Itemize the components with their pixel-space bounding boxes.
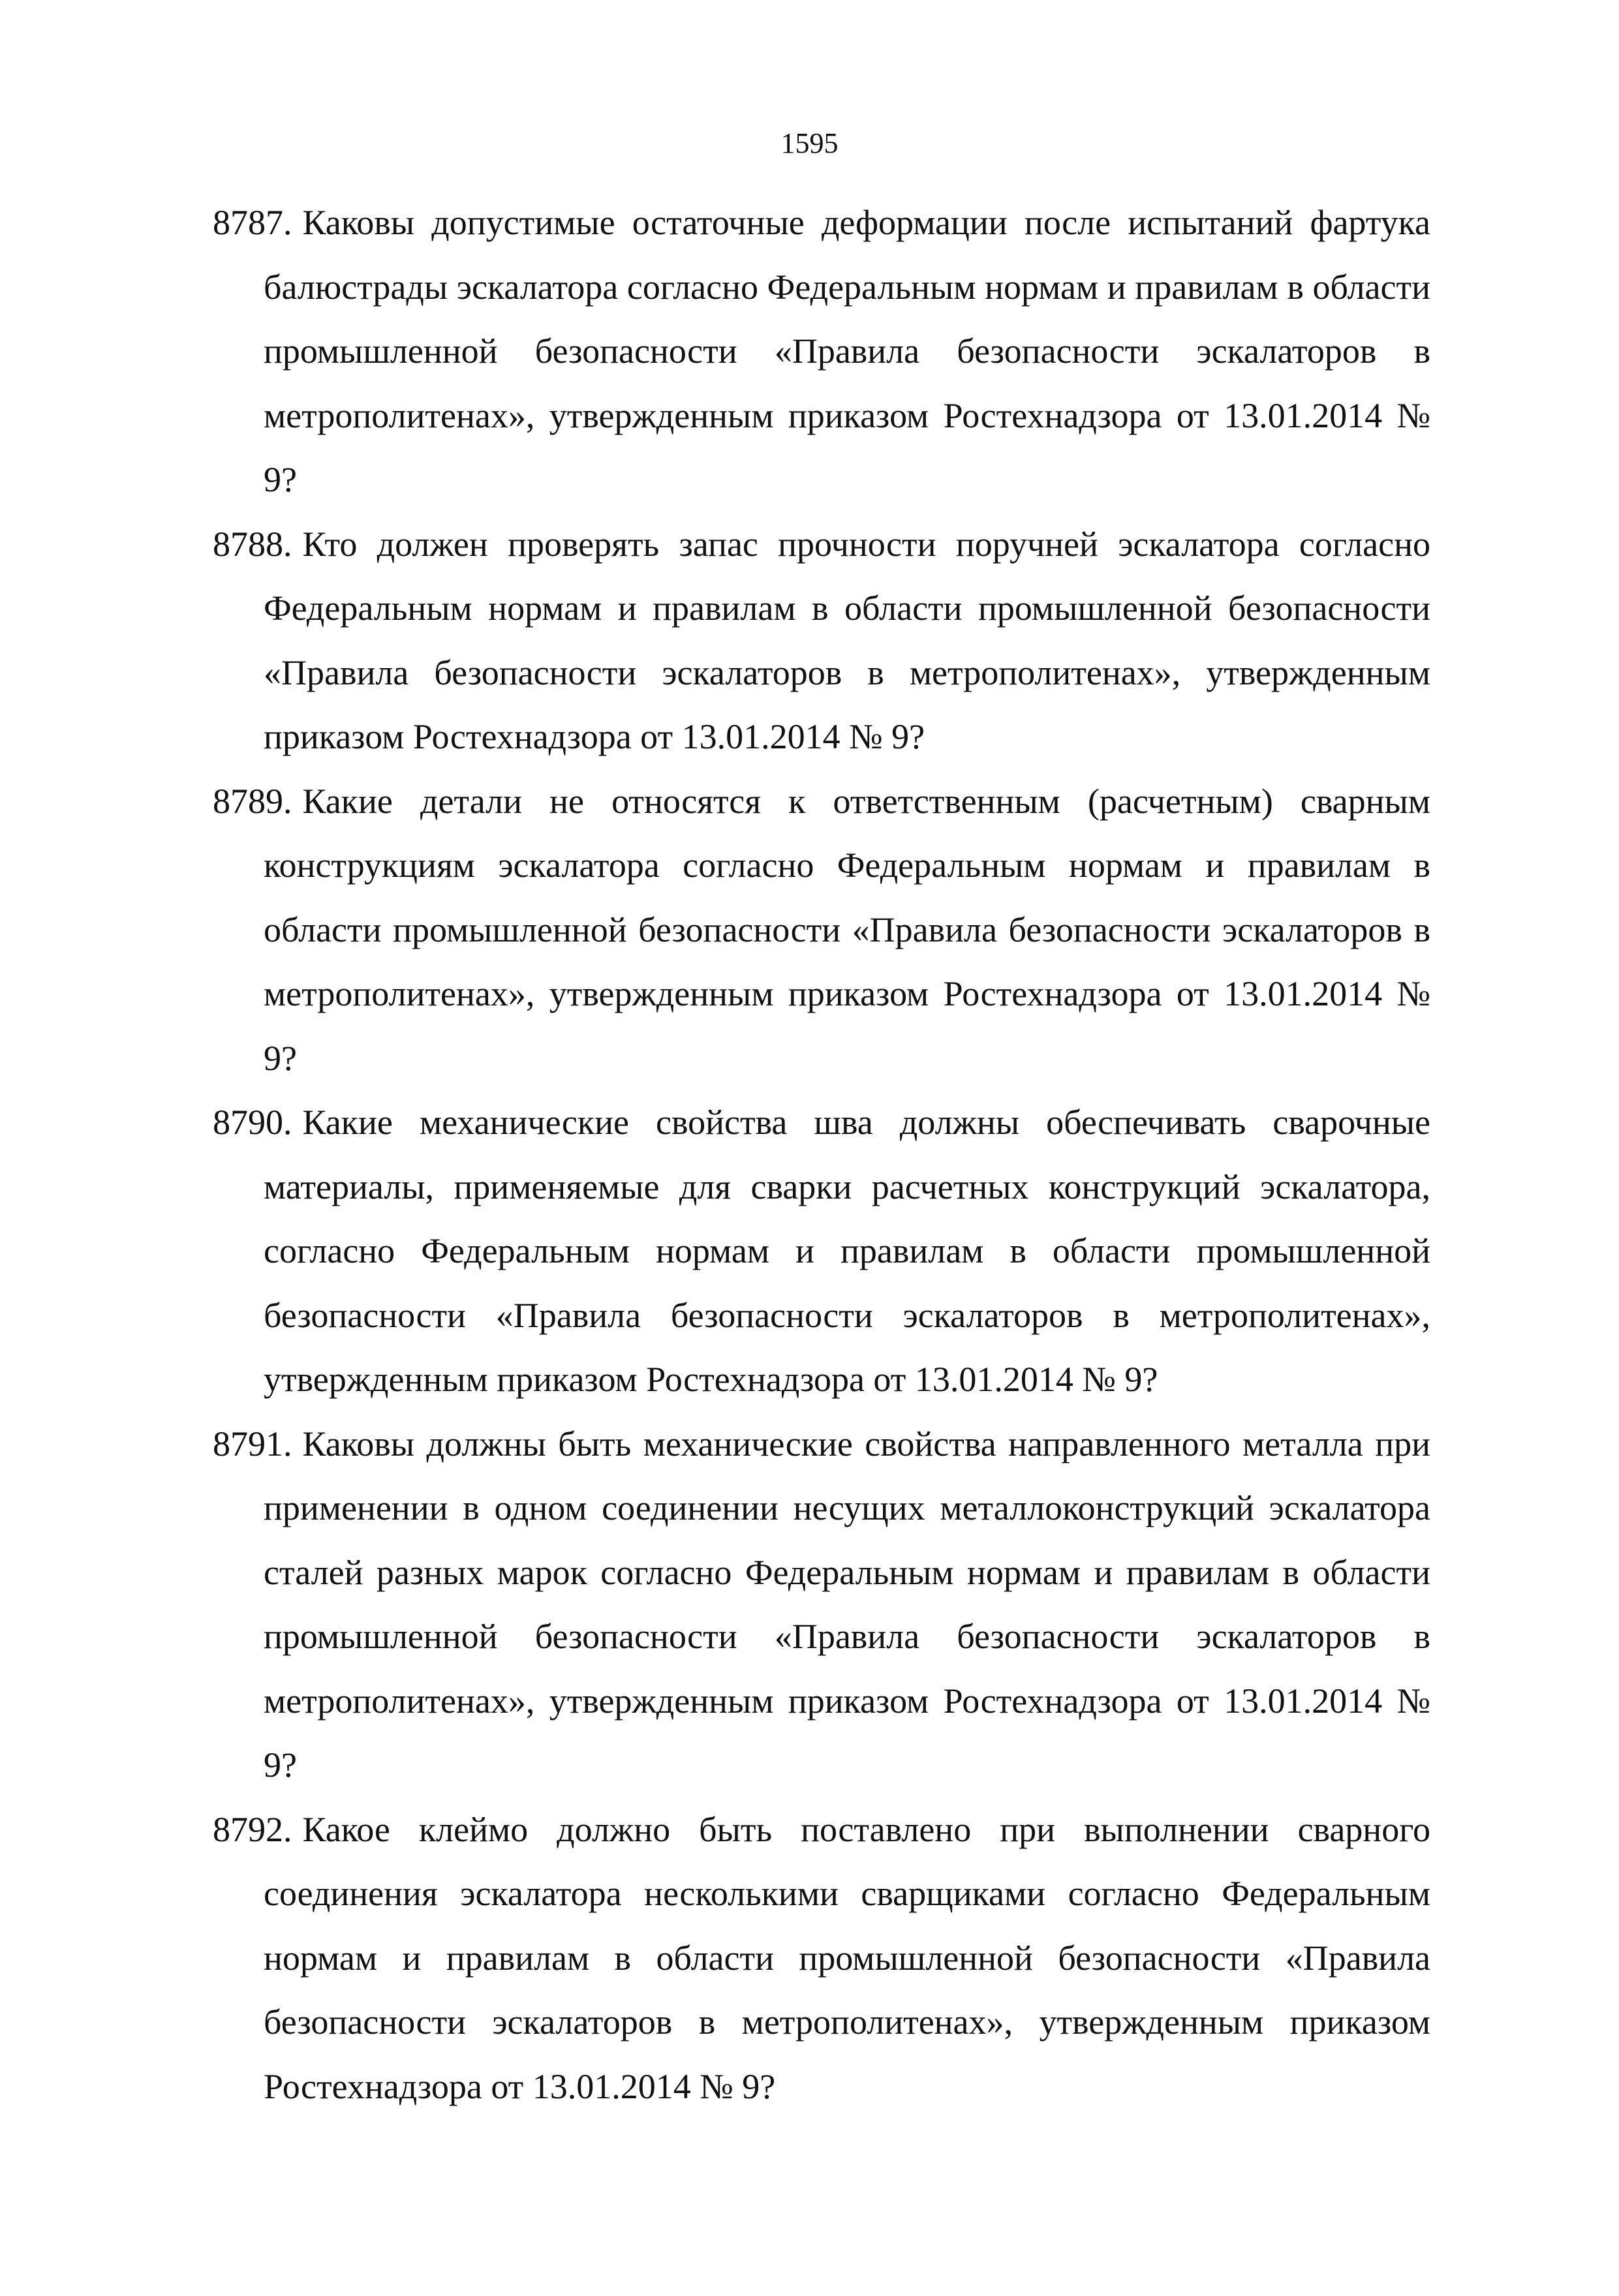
question-text: Кто должен проверять запас прочности поручней эскалатора согласно Федеральным нормам и правилам в области промышленной безопасности «Правила безопасности эскалаторов в метрополитенах», утвержденным приказом Ростехнадзора от 13.01.2014 № 9? [264,524,1430,756]
question-list [213,191,1430,2119]
question-number: 8788. [213,524,292,564]
question-item [213,191,1430,512]
question-text: Каковы должны быть механические свойства направленного металла при применении в одном соединении несущих металлоконструкций эскалатора сталей разных марок согласно Федеральным нормам и правилам в области промышленной безопасности «Правила безопасности эскалаторов в метрополитенах», утвержденным приказом Ростехнадзора от 13.01.2014 № 9? [264,1424,1430,1784]
question-number: 8787. [213,203,292,242]
question-number: 8789. [213,781,292,821]
question-text: Какое клеймо должно быть поставлено при выполнении сварного соединения эскалатора несколькими сварщиками согласно Федеральным нормам и правилам в области промышленной безопасности «Правила безопасности эскалаторов в метрополитенах», утвержденным приказом Ростехнадзора от 13.01.2014 № 9? [264,1809,1430,2106]
question-item [213,512,1430,769]
question-item [213,1798,1430,2119]
question-number: 8792. [213,1809,292,1849]
question-item [213,1412,1430,1798]
question-text: Какие детали не относятся к ответственным (расчетным) сварным конструкциям эскалатора согласно Федеральным нормам и правилам в области промышленной безопасности «Правила безопасности эскалаторов в метрополитенах», утвержденным приказом Ростехнадзора от 13.01.2014 № 9? [264,781,1430,1078]
question-item [213,1090,1430,1412]
page-number: 1595 [780,127,839,159]
question-number: 8791. [213,1424,292,1463]
question-text: Какие механические свойства шва должны обеспечивать сварочные материалы, применяемые для сварки расчетных конструкций эскалатора, согласно Федеральным нормам и правилам в области промышленной безопасности «Правила безопасности эскалаторов в метрополитенах», утвержденным приказом Ростехнадзора от 13.01.2014 № 9? [264,1103,1430,1399]
question-item [213,769,1430,1091]
question-number: 8790. [213,1103,292,1142]
question-text: Каковы допустимые остаточные деформации после испытаний фартука балюстрады эскалатора согласно Федеральным нормам и правилам в области промышленной безопасности «Правила безопасности эскалаторов в метрополитенах», утвержденным приказом Ростехнадзора от 13.01.2014 № 9? [264,203,1430,499]
